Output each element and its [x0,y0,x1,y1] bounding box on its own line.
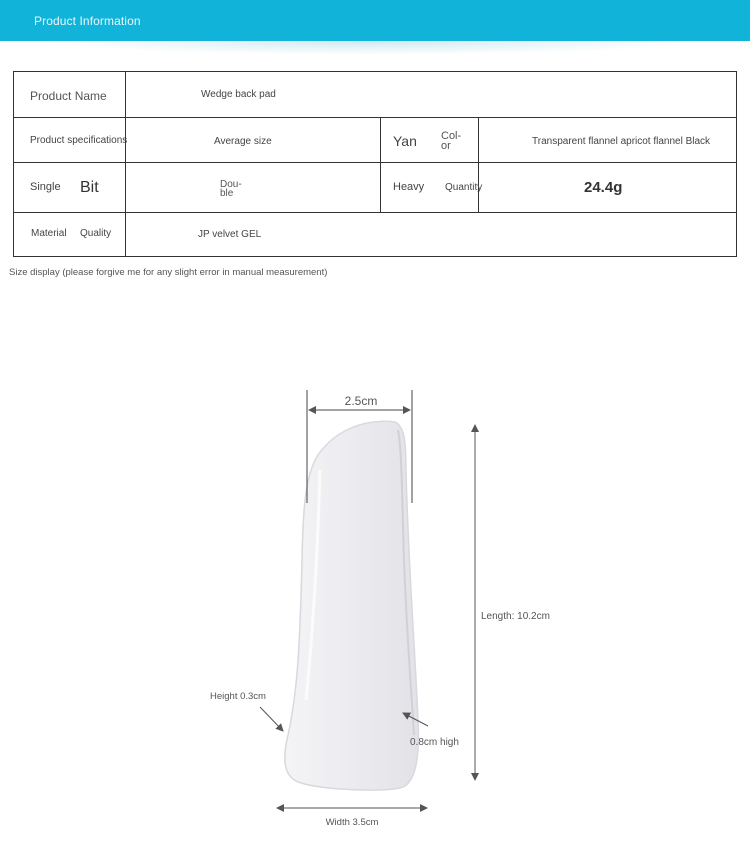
measurement-note: Size display (please forgive me for any slight error in manual measurement) [9,267,328,278]
top-width-label: 2.5cm [344,394,378,408]
header-banner [0,0,750,41]
banner-title: Product Information [34,14,141,28]
table-row-divider [13,162,737,163]
table-col-divider [380,117,381,213]
color-label-a: Yan [393,133,417,149]
material-value: JP velvet GEL [198,229,262,240]
height-label: Height 0.3cm [210,691,266,702]
product-name-label: Product Name [30,89,107,103]
weight-label-a: Heavy [393,181,425,193]
unit-label-a: Single [30,181,61,193]
table-row-divider [13,212,737,213]
height-arrow [260,707,283,731]
unit-label-b: Bit [80,179,99,196]
color-value: Transparent flannel apricot flannel Black [532,136,711,147]
banner-shadow [40,41,700,55]
edge-height-label: 0.8cm high [410,737,459,748]
table-border-left [13,71,14,257]
unit-value: Dou- ble [220,179,242,199]
gel-pad-shape [285,421,419,790]
weight-label-b: Quantity [445,182,483,193]
material-label-b: Quality [80,228,112,239]
weight-value: 24.4g [584,179,623,196]
spec-table [13,71,737,257]
table-border-top [13,71,737,72]
length-label: Length: 10.2cm [481,611,550,622]
specs-value: Average size [214,136,272,147]
color-label-b: Col- or [441,130,462,152]
table-border-right [736,71,737,257]
table-border-bottom [13,256,737,257]
specs-label: Product specifications [30,135,128,146]
product-dimension-figure [0,380,750,840]
material-label-a: Material [31,228,67,239]
product-name-value: Wedge back pad [201,89,276,100]
table-col-divider [478,117,479,213]
bottom-width-label: Width 3.5cm [325,817,379,828]
table-row-divider [13,117,737,118]
table-col-divider [125,71,126,257]
